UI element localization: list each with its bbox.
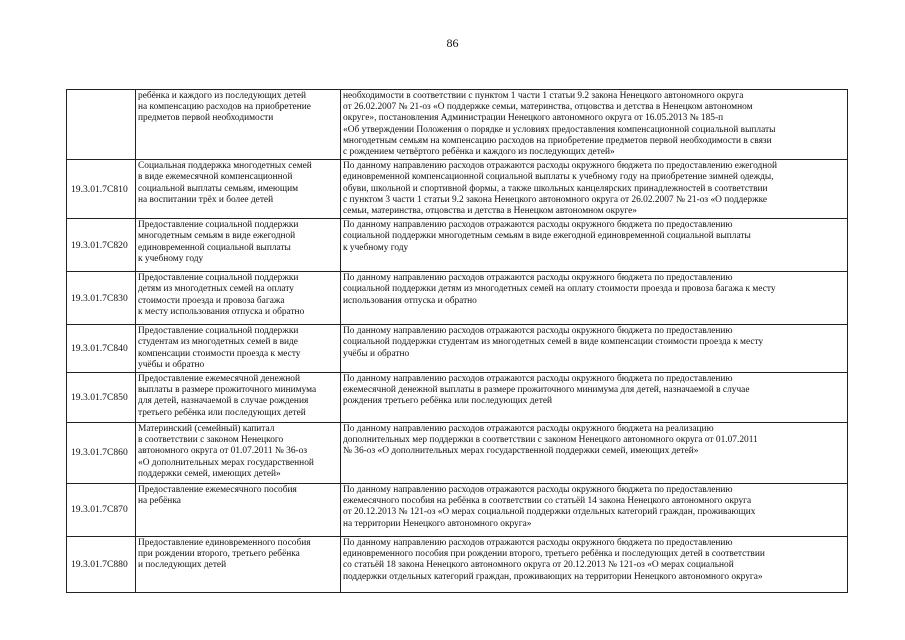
table-row <box>67 272 848 325</box>
table-row <box>67 537 848 593</box>
expense-code-cell: 19.3.01.7С820 <box>67 219 136 272</box>
expense-description-cell: По данному направлению расходов отражаются расходы окружного бюджета по предоставлению ежегодной единовременной компенсационной социальной выплаты к учебному году на приобретение зимней одежды, обуви, школьной и спортивной формы, а также школьных канцелярских принадлежностей в соответствии с пунктом 3 части 1 статьи 9.2 закона Ненецкого автономного округа от 26.02.2007 № 21-оз «О поддержке семьи, материнства, отцовства и детства в Ненецком автономном округе» <box>341 160 848 219</box>
expense-code-cell: 19.3.01.7С870 <box>67 484 136 537</box>
table-row <box>67 484 848 537</box>
expense-description-cell: По данному направлению расходов отражаются расходы окружного бюджета по предоставлению ежемесячного пособия на ребёнка в соответствии со статьёй 14 закона Ненецкого автономного округа от 20.12.2013 № 121-оз «О мерах социальной поддержки отдельных категорий граждан, проживающих на территории Ненецкого автономного округа» <box>341 484 848 537</box>
table-row <box>67 160 848 219</box>
expense-code-cell: 19.3.01.7С830 <box>67 272 136 325</box>
expense-description-cell: По данному направлению расходов отражаются расходы окружного бюджета по предоставлению ежемесячной денежной выплаты в размере прожиточного минимума для детей, назначаемой в случае рождения третьего ребёнка или последующих детей <box>341 373 848 423</box>
expense-code-cell: 19.3.01.7С880 <box>67 537 136 593</box>
expense-code-cell: 19.3.01.7С840 <box>67 325 136 373</box>
expense-name-cell: Социальная поддержка многодетных семей в виде ежемесячной компенсационной социальной выплаты семьям, имеющим на воспитании трёх и более детей <box>136 160 341 219</box>
expense-description-cell: По данному направлению расходов отражаются расходы окружного бюджета по предоставлению социальной поддержки детям из многодетных семей на оплату стоимости проезда и провоза багажа к месту использования отпуска и обратно <box>341 272 848 325</box>
expense-code-cell: 19.3.01.7С810 <box>67 160 136 219</box>
expense-code-cell <box>67 90 136 160</box>
expense-description-cell: По данному направлению расходов отражаются расходы окружного бюджета по предоставлению социальной поддержки студентам из многодетных семей в виде компенсации стоимости проезда к месту учёбы и обратно <box>341 325 848 373</box>
expense-name-cell: Предоставление социальной поддержки многодетным семьям в виде ежегодной единовременной социальной выплаты к учебному году <box>136 219 341 272</box>
expense-name-cell: Материнский (семейный) капитал в соответствии с законом Ненецкого автономного округа от 01.07.2011 № 36-оз «О дополнительных мерах государственной поддержки семей, имеющих детей» <box>136 423 341 484</box>
page-number: 86 <box>446 36 459 50</box>
expense-description-cell: По данному направлению расходов отражаются расходы окружного бюджета по предоставлению социальной поддержки многодетным семьям в виде ежегодной единовременной социальной выплаты к учебному году <box>341 219 848 272</box>
table-row <box>67 423 848 484</box>
expense-name-cell: Предоставление ежемесячного пособия на ребёнка <box>136 484 341 537</box>
expense-name-cell: Предоставление социальной поддержки студентам из многодетных семей в виде компенсации стоимости проезда к месту учёбы и обратно <box>136 325 341 373</box>
expense-description-cell: По данному направлению расходов отражаются расходы окружного бюджета по предоставлению единовременного пособия при рождении второго, третьего ребёнка и последующих детей в соответствии со статьёй 18 закона Ненецкого автономного округа от 20.12.2013 № 121-оз «О мерах социальной поддержки отдельных категорий граждан, проживающих на территории Ненецкого автономного округа» <box>341 537 848 593</box>
expense-description-cell: необходимости в соответствии с пунктом 1 части 1 статьи 9.2 закона Ненецкого автономного округа от 26.02.2007 № 21-оз «О поддержке семьи, материнства, отцовства и детства в Ненецком автономном округе», постановления Администрации Ненецкого автономного округа от 16.05.2013 № 185-п «Об утверждении Положения о порядке и условиях предоставления компенсационной социальной выплаты многодетным семьям на компенсацию расходов на приобретение предметов первой необходимости в связи с рождением четвёртого ребёнка и каждого из последующих детей» <box>341 90 848 160</box>
expense-name-cell: ребёнка и каждого из последующих детей на компенсацию расходов на приобретение предметов первой необходимости <box>136 90 341 160</box>
expense-name-cell: Предоставление единовременного пособия при рождении второго, третьего ребёнка и последующих детей <box>136 537 341 593</box>
expense-code-cell: 19.3.01.7С860 <box>67 423 136 484</box>
expense-code-cell: 19.3.01.7С850 <box>67 373 136 423</box>
budget-classification-table <box>66 89 848 593</box>
table-row <box>67 219 848 272</box>
table-row <box>67 325 848 373</box>
expense-name-cell: Предоставление ежемесячной денежной выплаты в размере прожиточного минимума для детей, назначаемой в случае рождения третьего ребёнка или последующих детей <box>136 373 341 423</box>
expense-name-cell: Предоставление социальной поддержки детям из многодетных семей на оплату стоимости проезда и провоза багажа к месту использования отпуска и обратно <box>136 272 341 325</box>
table-row <box>67 373 848 423</box>
table-row <box>67 90 848 160</box>
expense-description-cell: По данному направлению расходов отражаются расходы окружного бюджета на реализацию дополнительных мер поддержки в соответствии с законом Ненецкого автономного округа от 01.07.2011 № 36-оз «О дополнительных мерах государственной поддержки семей, имеющих детей» <box>341 423 848 484</box>
